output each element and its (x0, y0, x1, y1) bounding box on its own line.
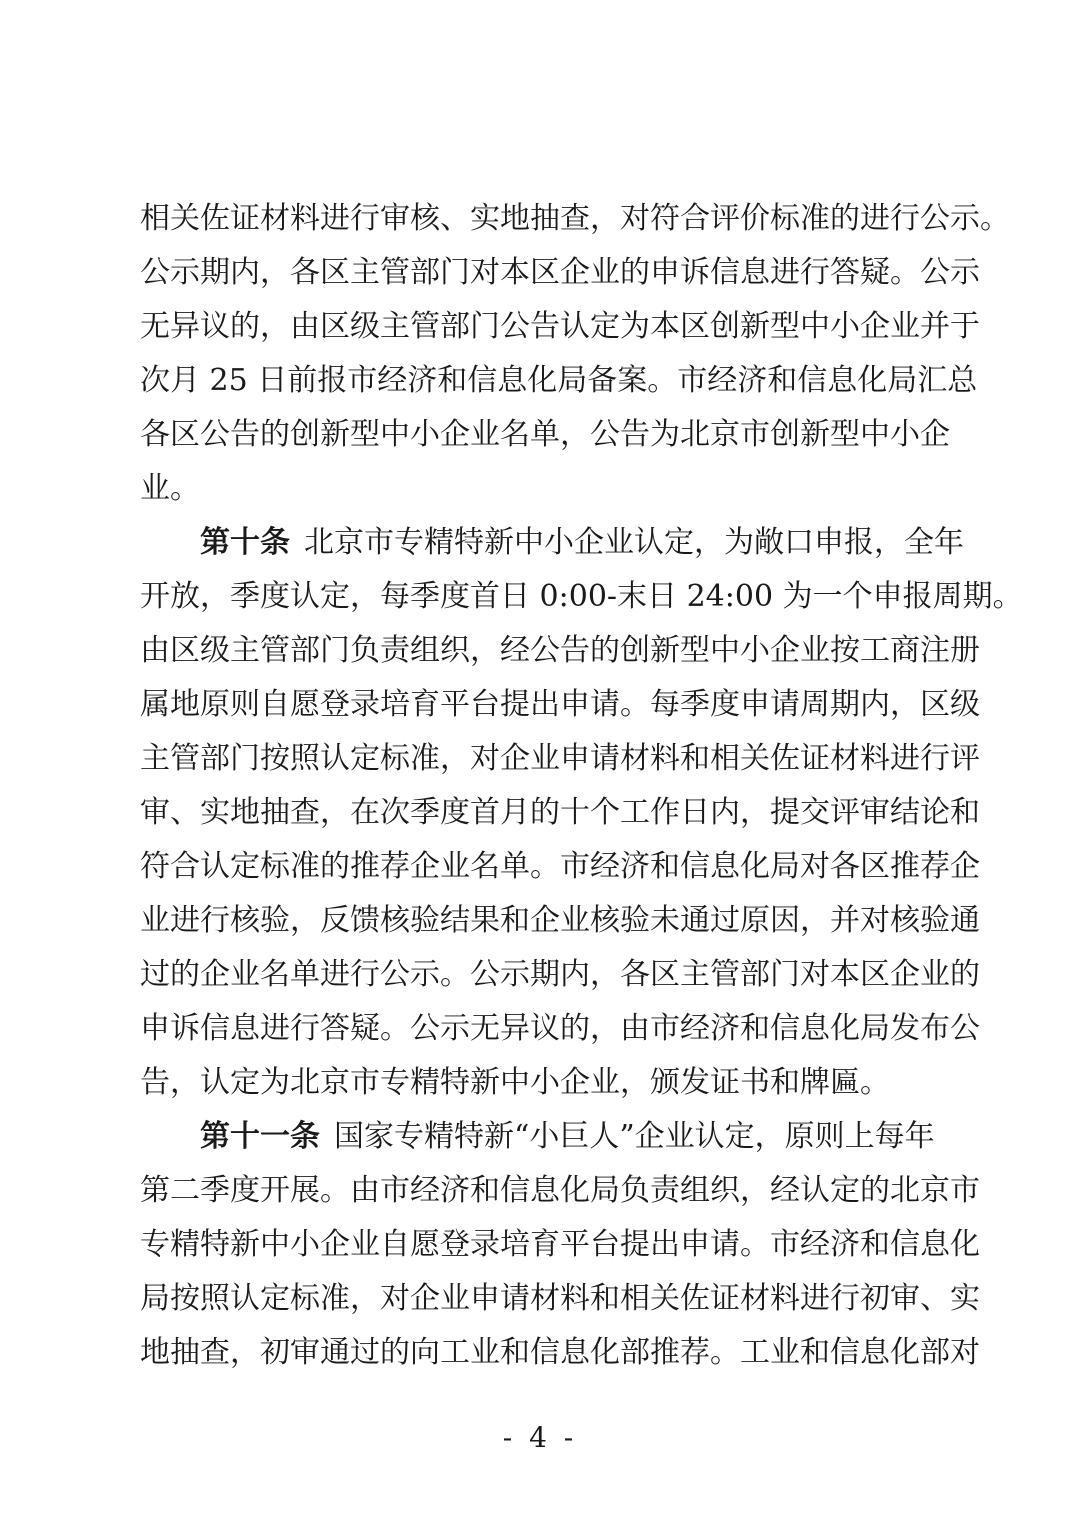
text-line: 属地原则自愿登录培育平台提出申请。每季度申请周期内，区级 (140, 687, 980, 722)
text-line: 各区公告的创新型中小企业名单，公告为北京市创新型中小企 (140, 417, 950, 452)
text-line: 由区级主管部门负责组织，经公告的创新型中小企业按工商注册 (140, 633, 980, 668)
article-11-first-text: 国家专精特新“小巨人”企业认定，原则上每年 (334, 1119, 935, 1154)
text-line: 主管部门按照认定标准，对企业申请材料和相关佐证材料进行评 (140, 741, 980, 776)
text-line: 局按照认定标准，对企业申请材料和相关佐证材料进行初审、实 (140, 1281, 980, 1316)
text-line: 审、实地抽查，在次季度首月的十个工作日内，提交评审结论和 (140, 795, 980, 830)
text-line: 专精特新中小企业自愿登录培育平台提出申请。市经济和信息化 (140, 1227, 980, 1262)
text-line: 公示期内，各区主管部门对本区企业的申诉信息进行答疑。公示 (140, 255, 980, 290)
article-10-first-text: 北京市专精特新中小企业认定，为敞口申报，全年 (304, 525, 964, 560)
page-number: - 4 - (502, 1421, 578, 1454)
article-10-first-line (200, 516, 964, 570)
article-10-heading: 第十条 (200, 525, 290, 560)
text-line: 符合认定标准的推荐企业名单。市经济和信息化局对各区推荐企 (140, 849, 980, 884)
text-line: 业。 (140, 471, 200, 506)
text-line: 无异议的，由区级主管部门公告认定为本区创新型中小企业并于 (140, 309, 980, 344)
article-11-heading: 第十一条 (200, 1119, 320, 1154)
text-line: 开放，季度认定，每季度首日 0:00-末日 24:00 为一个申报周期。 (140, 579, 1023, 614)
text-line: 相关佐证材料进行审核、实地抽查，对符合评价标准的进行公示。 (140, 201, 1010, 236)
text-line: 过的企业名单进行公示。公示期内，各区主管部门对本区企业的 (140, 957, 980, 992)
text-line: 第二季度开展。由市经济和信息化局负责组织，经认定的北京市 (140, 1173, 980, 1208)
text-line: 地抽查，初审通过的向工业和信息化部推荐。工业和信息化部对 (140, 1335, 980, 1370)
text-line: 申诉信息进行答疑。公示无异议的，由市经济和信息化局发布公 (140, 1011, 980, 1046)
text-line: 次月 25 日前报市经济和信息化局备案。市经济和信息化局汇总 (140, 363, 978, 398)
article-11-first-line (200, 1110, 945, 1164)
text-line: 业进行核验，反馈核验结果和企业核验未通过原因，并对核验通 (140, 903, 980, 938)
text-line: 告，认定为北京市专精特新中小企业，颁发证书和牌匾。 (140, 1065, 890, 1100)
